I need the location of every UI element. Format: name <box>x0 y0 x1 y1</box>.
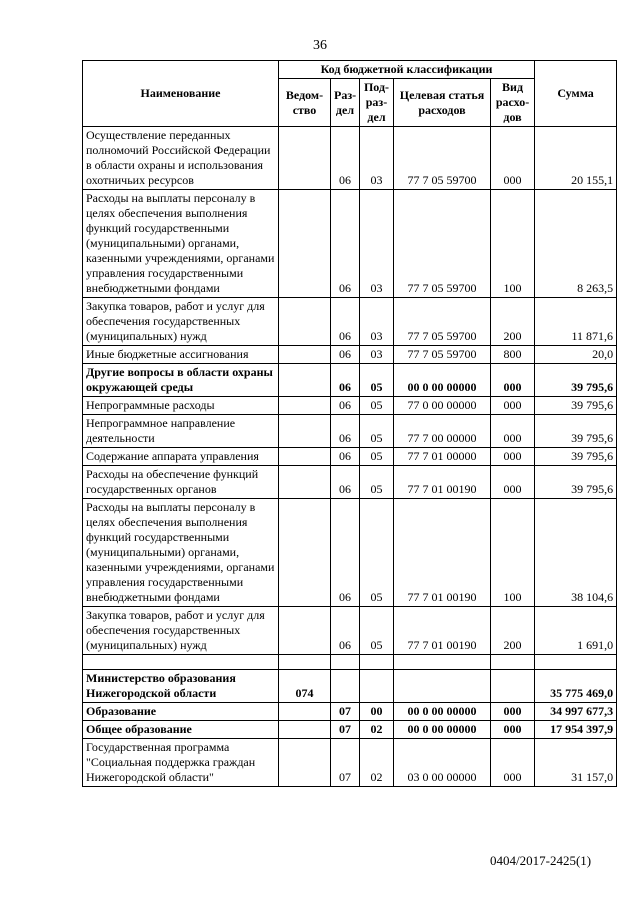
cell-target: 77 7 00 00000 <box>394 415 491 448</box>
cell-dept <box>279 364 331 397</box>
table-row <box>83 448 617 466</box>
cell-target <box>394 655 491 670</box>
cell-dept <box>279 397 331 415</box>
cell-sum: 17 954 397,9 <box>535 721 617 739</box>
header-target: Целевая статья расходов <box>394 79 491 127</box>
header-section: Раз-дел <box>331 79 360 127</box>
cell-subsection <box>360 670 394 703</box>
cell-subsection: 03 <box>360 298 394 346</box>
cell-dept <box>279 190 331 298</box>
cell-target: 77 7 01 00190 <box>394 466 491 499</box>
document-code: 0404/2017-2425(1) <box>490 853 592 868</box>
cell-sum: 11 871,6 <box>535 298 617 346</box>
cell-sum: 39 795,6 <box>535 448 617 466</box>
header-type: Вид расхо-дов <box>491 79 535 127</box>
page-number: 36 <box>313 38 327 53</box>
cell-target: 00 0 00 00000 <box>394 703 491 721</box>
cell-sum: 39 795,6 <box>535 415 617 448</box>
cell-target <box>394 670 491 703</box>
cell-sum: 34 997 677,3 <box>535 703 617 721</box>
table-row <box>83 298 617 346</box>
cell-section <box>331 655 360 670</box>
cell-subsection: 02 <box>360 721 394 739</box>
cell-sum: 31 157,0 <box>535 739 617 787</box>
cell-section: 06 <box>331 415 360 448</box>
cell-target: 00 0 00 00000 <box>394 721 491 739</box>
cell-type: 000 <box>491 415 535 448</box>
cell-type: 200 <box>491 607 535 655</box>
cell-dept <box>279 739 331 787</box>
cell-section: 06 <box>331 499 360 607</box>
cell-name: Государственная программа "Социальная поддержка граждан Нижегородской области" <box>83 739 279 787</box>
cell-target: 77 0 00 00000 <box>394 397 491 415</box>
table-row <box>83 670 617 703</box>
cell-target: 00 0 00 00000 <box>394 364 491 397</box>
cell-name: Министерство образования Нижегородской области <box>83 670 279 703</box>
header-sum: Сумма <box>535 61 617 127</box>
cell-subsection: 00 <box>360 703 394 721</box>
cell-name <box>83 655 279 670</box>
cell-sum: 39 795,6 <box>535 397 617 415</box>
cell-type: 000 <box>491 466 535 499</box>
cell-dept <box>279 721 331 739</box>
cell-subsection: 05 <box>360 415 394 448</box>
cell-type: 000 <box>491 397 535 415</box>
table-row <box>83 721 617 739</box>
cell-section: 06 <box>331 127 360 190</box>
table-row <box>83 415 617 448</box>
cell-type: 000 <box>491 127 535 190</box>
cell-dept <box>279 298 331 346</box>
cell-section: 06 <box>331 346 360 364</box>
cell-target: 77 7 01 00190 <box>394 499 491 607</box>
cell-section: 06 <box>331 466 360 499</box>
cell-dept <box>279 703 331 721</box>
cell-subsection: 05 <box>360 364 394 397</box>
cell-dept <box>279 607 331 655</box>
cell-type: 100 <box>491 499 535 607</box>
cell-type: 000 <box>491 739 535 787</box>
table-row <box>83 499 617 607</box>
cell-sum: 8 263,5 <box>535 190 617 298</box>
header-subsection: Под-раз-дел <box>360 79 394 127</box>
header-dept: Ведом-ство <box>279 79 331 127</box>
cell-dept <box>279 499 331 607</box>
cell-name: Образование <box>83 703 279 721</box>
cell-type <box>491 655 535 670</box>
cell-name: Непрограммные расходы <box>83 397 279 415</box>
cell-sum: 39 795,6 <box>535 466 617 499</box>
cell-subsection: 05 <box>360 607 394 655</box>
cell-subsection: 05 <box>360 448 394 466</box>
cell-target: 77 7 05 59700 <box>394 346 491 364</box>
cell-section: 06 <box>331 448 360 466</box>
table-row <box>83 466 617 499</box>
cell-type: 800 <box>491 346 535 364</box>
cell-section: 06 <box>331 397 360 415</box>
cell-dept <box>279 466 331 499</box>
table-row <box>83 127 617 190</box>
table-body <box>83 127 617 787</box>
cell-type: 000 <box>491 703 535 721</box>
cell-dept: 074 <box>279 670 331 703</box>
cell-subsection: 03 <box>360 346 394 364</box>
table-row <box>83 739 617 787</box>
cell-section: 07 <box>331 703 360 721</box>
cell-section: 06 <box>331 190 360 298</box>
cell-name: Расходы на обеспечение функций государственных органов <box>83 466 279 499</box>
cell-name: Закупка товаров, работ и услуг для обеспечения государственных (муниципальных) нужд <box>83 607 279 655</box>
cell-section: 07 <box>331 721 360 739</box>
cell-name: Содержание аппарата управления <box>83 448 279 466</box>
cell-section <box>331 670 360 703</box>
cell-subsection: 05 <box>360 466 394 499</box>
cell-type <box>491 670 535 703</box>
cell-section: 06 <box>331 364 360 397</box>
table-row <box>83 607 617 655</box>
table-row <box>83 397 617 415</box>
cell-dept <box>279 415 331 448</box>
spacer-row <box>83 655 617 670</box>
cell-name: Осуществление переданных полномочий Российской Федерации в области охраны и использования охотничьих ресурсов <box>83 127 279 190</box>
cell-section: 06 <box>331 607 360 655</box>
cell-name: Расходы на выплаты персоналу в целях обеспечения выполнения функций государственными (муниципальными) органами, казенными учреждениями, органами управления государственными внебюджетными фондами <box>83 190 279 298</box>
cell-target: 77 7 05 59700 <box>394 127 491 190</box>
cell-target: 77 7 01 00000 <box>394 448 491 466</box>
cell-type: 100 <box>491 190 535 298</box>
cell-type: 000 <box>491 448 535 466</box>
cell-dept <box>279 127 331 190</box>
cell-subsection: 05 <box>360 499 394 607</box>
cell-sum: 1 691,0 <box>535 607 617 655</box>
cell-subsection: 03 <box>360 127 394 190</box>
cell-name: Закупка товаров, работ и услуг для обеспечения государственных (муниципальных) нужд <box>83 298 279 346</box>
cell-subsection: 02 <box>360 739 394 787</box>
budget-table <box>82 60 617 787</box>
cell-sum: 35 775 469,0 <box>535 670 617 703</box>
cell-sum <box>535 655 617 670</box>
cell-sum: 20,0 <box>535 346 617 364</box>
header-name: Наименование <box>83 61 279 127</box>
cell-target: 77 7 01 00190 <box>394 607 491 655</box>
cell-dept <box>279 655 331 670</box>
table-row <box>83 703 617 721</box>
cell-target: 77 7 05 59700 <box>394 298 491 346</box>
cell-name: Общее образование <box>83 721 279 739</box>
cell-name: Расходы на выплаты персоналу в целях обеспечения выполнения функций государственными (муниципальными) органами, казенными учреждениями, органами управления государственными внебюджетными фондами <box>83 499 279 607</box>
table-row <box>83 346 617 364</box>
cell-dept <box>279 448 331 466</box>
cell-sum: 39 795,6 <box>535 364 617 397</box>
cell-name: Иные бюджетные ассигнования <box>83 346 279 364</box>
table-row <box>83 190 617 298</box>
cell-sum: 38 104,6 <box>535 499 617 607</box>
cell-section: 06 <box>331 298 360 346</box>
cell-type: 000 <box>491 721 535 739</box>
header-classification-group: Код бюджетной классификации <box>279 61 535 79</box>
table-row <box>83 364 617 397</box>
cell-target: 77 7 05 59700 <box>394 190 491 298</box>
cell-type: 200 <box>491 298 535 346</box>
cell-section: 07 <box>331 739 360 787</box>
cell-sum: 20 155,1 <box>535 127 617 190</box>
cell-subsection: 05 <box>360 397 394 415</box>
cell-subsection: 03 <box>360 190 394 298</box>
cell-type: 000 <box>491 364 535 397</box>
cell-target: 03 0 00 00000 <box>394 739 491 787</box>
cell-name: Непрограммное направление деятельности <box>83 415 279 448</box>
cell-subsection <box>360 655 394 670</box>
cell-name: Другие вопросы в области охраны окружающей среды <box>83 364 279 397</box>
cell-dept <box>279 346 331 364</box>
